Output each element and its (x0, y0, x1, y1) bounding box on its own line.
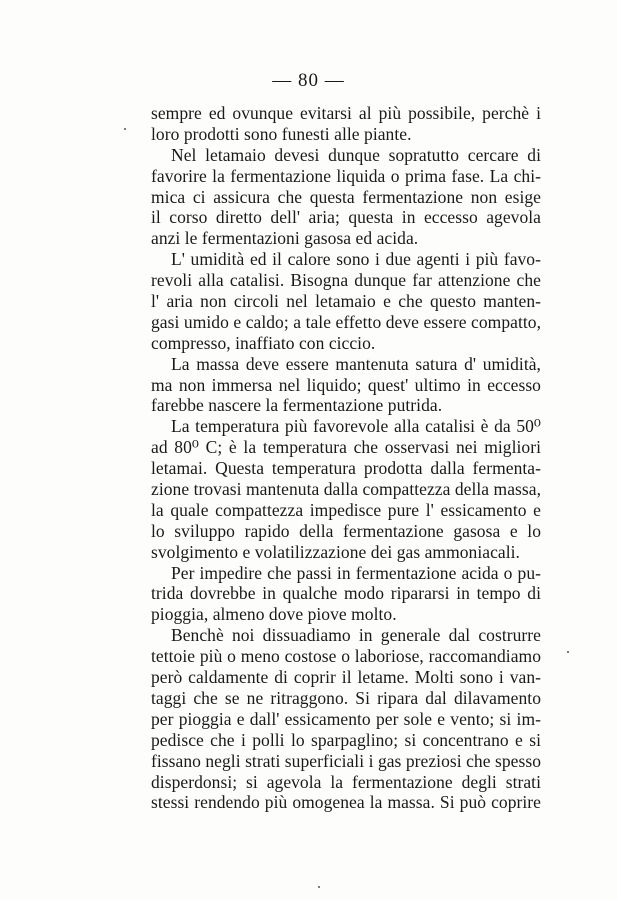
text-line: taggi che se ne ritraggono. Si ripara dal dilavamento (151, 687, 541, 708)
print-speck (318, 886, 320, 888)
page-number: — 80 — (272, 70, 345, 91)
text-line: per pioggia e dall' essicamento per sole e vento; si im- (151, 708, 541, 729)
text-line: Per impedire che passi in fermentazione acida o pu- (171, 562, 541, 583)
text-line: La massa deve essere mantenuta satura d' umidità, (171, 353, 541, 374)
text-line: L' umidità ed il calore sono i due agenti i più favo- (171, 249, 541, 270)
text-line: gasi umido e caldo; a tale effetto deve essere compatto, (151, 311, 541, 332)
text-line: anzi le fermentazioni gasosa ed acida. (151, 228, 419, 249)
print-speck (124, 128, 126, 130)
text-line: pioggia, almeno dove piove molto. (151, 604, 397, 625)
text-line: revoli alla catalisi. Bisogna dunque far attenzione che (151, 270, 541, 291)
text-line: Benchè noi dissuadiamo in generale dal costrurre (171, 625, 541, 646)
text-line: lo sviluppo rapido della fermentazione gasosa e lo (151, 520, 541, 541)
text-line: loro prodotti sono funesti alle piante. (151, 123, 412, 144)
text-line: fissano negli strati superficiali i gas preziosi che spesso (151, 750, 541, 771)
paragraph (151, 249, 541, 353)
paragraph (151, 354, 541, 417)
text-line: tettoie più o meno costose o laboriose, raccomandiamo (151, 646, 541, 667)
text-line: ma non immersa nel liquido; quest' ultimo in eccesso (151, 374, 541, 395)
text-line: stessi rendendo più omogenea la massa. Si può coprire (151, 792, 541, 813)
text-line: zione trovasi mantenuta dalla compattezza della massa, (151, 479, 541, 500)
text-line: però caldamente di coprir il letame. Molti sono i van- (151, 667, 541, 688)
paragraph (151, 625, 541, 813)
text-line: l' aria non circoli nel letamaio e che questo manten- (151, 291, 541, 312)
body-text (151, 103, 541, 813)
text-line: sempre ed ovunque evitarsi al più possibile, perchè i (151, 103, 541, 123)
paragraph (151, 145, 541, 249)
text-line: mica ci assicura che questa fermentazione non esige (151, 186, 541, 207)
text-line: pedisce che i polli lo sparpaglino; si concentrano e si (151, 729, 541, 750)
paragraph (151, 416, 541, 562)
paragraph (151, 103, 541, 145)
print-speck (567, 651, 569, 653)
text-line: disperdonsi; si agevola la fermentazione degli strati (151, 771, 541, 792)
text-line: letamai. Questa temperatura prodotta dalla fermenta- (151, 458, 541, 479)
text-line: farebbe nascere la fermentazione putrida. (151, 395, 443, 416)
text-line: trida dovrebbe in qualche modo ripararsi in tempo di (151, 583, 541, 604)
text-line: favorire la fermentazione liquida o prima fase. La chi- (151, 165, 541, 186)
text-line: la quale compattezza impedisce pure l' essicamento e (151, 499, 541, 520)
paragraph (151, 563, 541, 626)
text-line: Nel letamaio devesi dunque sopratutto cercare di (171, 144, 541, 165)
text-line: ad 80⁰ C; è la temperatura che osservasi nei migliori (151, 437, 541, 458)
text-line: svolgimento e volatilizzazione dei gas ammoniacali. (151, 541, 520, 562)
text-line: La temperatura più favorevole alla catalisi è da 50⁰ (171, 416, 541, 437)
text-line: compresso, inaffiato con ciccio. (151, 332, 376, 353)
text-line: il corso diretto dell' aria; questa in eccesso agevola (151, 207, 541, 228)
